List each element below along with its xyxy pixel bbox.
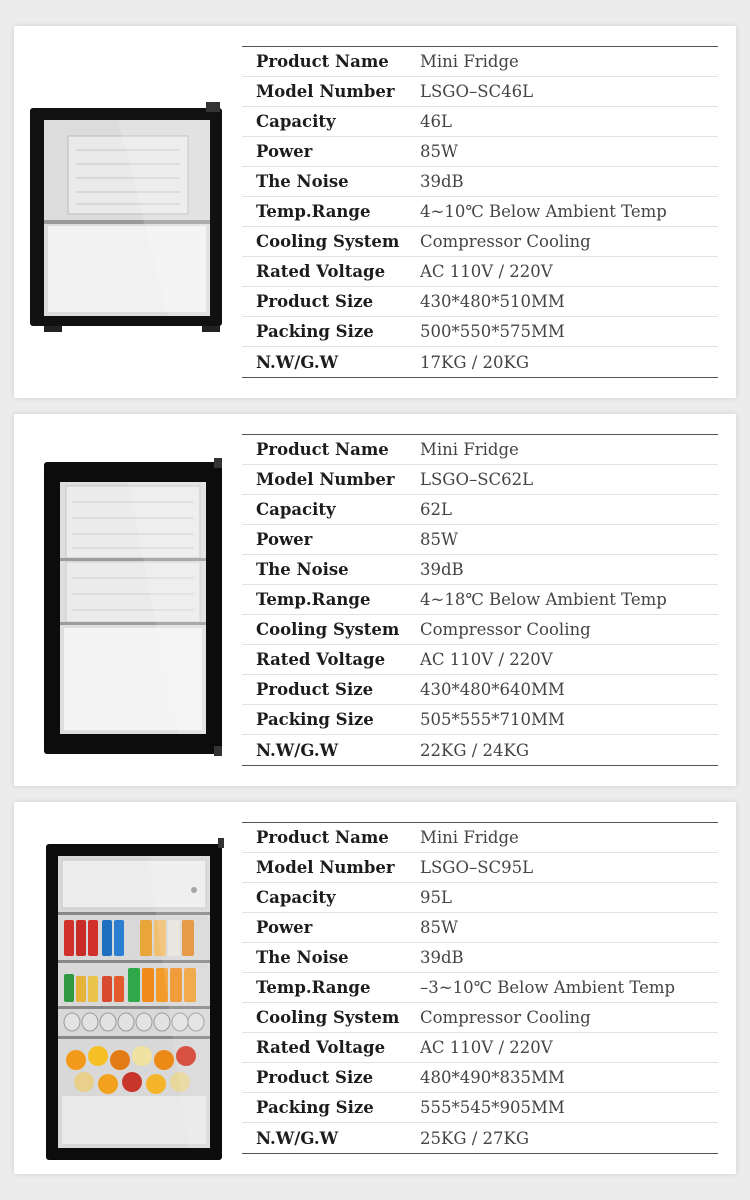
product-card-sc62l xyxy=(14,414,736,786)
spec-row-product-size xyxy=(242,287,718,317)
spec-label: Rated Voltage xyxy=(256,262,386,281)
spec-row-model-number xyxy=(242,853,718,883)
spec-label: The Noise xyxy=(256,560,349,579)
spec-row-product-size xyxy=(242,675,718,705)
spec-row-rated-voltage xyxy=(242,1033,718,1063)
spec-row-power xyxy=(242,913,718,943)
spec-table-sc95l xyxy=(242,822,718,1154)
spec-value: 85W xyxy=(420,142,458,161)
spec-label: Capacity xyxy=(256,888,336,907)
spec-row-cooling-system xyxy=(242,1003,718,1033)
spec-label: Product Name xyxy=(256,52,389,71)
spec-row-noise xyxy=(242,943,718,973)
spec-label: Temp.Range xyxy=(256,978,371,997)
spec-label: Cooling System xyxy=(256,620,400,639)
spec-row-weight xyxy=(242,1123,718,1153)
spec-value: LSGO–SC95L xyxy=(420,858,534,877)
spec-label: Product Size xyxy=(256,292,374,311)
spec-value: 555*545*905MM xyxy=(420,1098,565,1117)
spec-label: Cooling System xyxy=(256,232,400,251)
spec-label: Product Name xyxy=(256,828,389,847)
spec-label: Power xyxy=(256,918,313,937)
spec-value: LSGO–SC62L xyxy=(420,470,534,489)
spec-table-sc62l xyxy=(242,434,718,766)
spec-row-cooling-system xyxy=(242,615,718,645)
spec-row-rated-voltage xyxy=(242,257,718,287)
fridge-image-sc46l xyxy=(28,40,228,384)
spec-value: Mini Fridge xyxy=(420,52,519,71)
spec-row-model-number xyxy=(242,465,718,495)
spec-row-temp-range xyxy=(242,585,718,615)
spec-value: 39dB xyxy=(420,172,464,191)
spec-label: Packing Size xyxy=(256,1098,374,1117)
spec-label: The Noise xyxy=(256,172,349,191)
spec-value: 505*555*710MM xyxy=(420,710,565,729)
spec-label: Temp.Range xyxy=(256,202,371,221)
spec-row-packing-size xyxy=(242,705,718,735)
spec-value: AC 110V / 220V xyxy=(420,650,553,669)
spec-value: 39dB xyxy=(420,948,464,967)
spec-label: N.W/G.W xyxy=(256,352,339,372)
spec-row-packing-size xyxy=(242,1093,718,1123)
spec-value: Mini Fridge xyxy=(420,440,519,459)
spec-value: Mini Fridge xyxy=(420,828,519,847)
spec-row-product-name xyxy=(242,47,718,77)
spec-label: Capacity xyxy=(256,500,336,519)
spec-label: Power xyxy=(256,530,313,549)
spec-row-capacity xyxy=(242,883,718,913)
spec-value: 4~18℃ Below Ambient Temp xyxy=(420,590,667,609)
spec-row-temp-range xyxy=(242,197,718,227)
spec-value: 85W xyxy=(420,918,458,937)
spec-row-capacity xyxy=(242,495,718,525)
spec-label: Packing Size xyxy=(256,322,374,341)
spec-label: Model Number xyxy=(256,858,395,877)
product-card-sc95l xyxy=(14,802,736,1174)
spec-value: 39dB xyxy=(420,560,464,579)
spec-label: Temp.Range xyxy=(256,590,371,609)
spec-row-power xyxy=(242,525,718,555)
spec-label: N.W/G.W xyxy=(256,1128,339,1148)
spec-label: Product Size xyxy=(256,680,374,699)
spec-value: AC 110V / 220V xyxy=(420,262,553,281)
spec-row-capacity xyxy=(242,107,718,137)
spec-row-packing-size xyxy=(242,317,718,347)
spec-row-model-number xyxy=(242,77,718,107)
spec-label: Model Number xyxy=(256,470,395,489)
spec-value: 85W xyxy=(420,530,458,549)
spec-value: 4~10℃ Below Ambient Temp xyxy=(420,202,667,221)
spec-label: Cooling System xyxy=(256,1008,400,1027)
spec-value: 46L xyxy=(420,112,452,131)
spec-value: 500*550*575MM xyxy=(420,322,565,341)
spec-value: LSGO–SC46L xyxy=(420,82,534,101)
spec-row-weight xyxy=(242,347,718,377)
spec-label: Capacity xyxy=(256,112,336,131)
spec-row-noise xyxy=(242,555,718,585)
spec-row-product-size xyxy=(242,1063,718,1093)
spec-value: 22KG / 24KG xyxy=(420,740,530,760)
spec-value: 430*480*510MM xyxy=(420,292,565,311)
product-card-sc46l xyxy=(14,26,736,398)
spec-label: Power xyxy=(256,142,313,161)
spec-row-noise xyxy=(242,167,718,197)
spec-label: Model Number xyxy=(256,82,395,101)
spec-value: 430*480*640MM xyxy=(420,680,565,699)
spec-row-weight xyxy=(242,735,718,765)
spec-row-product-name xyxy=(242,823,718,853)
spec-row-power xyxy=(242,137,718,167)
spec-value: AC 110V / 220V xyxy=(420,1038,553,1057)
spec-value: 25KG / 27KG xyxy=(420,1128,530,1148)
spec-row-rated-voltage xyxy=(242,645,718,675)
fridge-image-sc62l xyxy=(28,428,228,772)
spec-label: N.W/G.W xyxy=(256,740,339,760)
spec-value: 480*490*835MM xyxy=(420,1068,565,1087)
spec-row-cooling-system xyxy=(242,227,718,257)
spec-value: Compressor Cooling xyxy=(420,1008,591,1027)
spec-value: 95L xyxy=(420,888,452,907)
spec-value: 62L xyxy=(420,500,452,519)
spec-label: Product Name xyxy=(256,440,389,459)
spec-value: –3~10℃ Below Ambient Temp xyxy=(420,978,676,997)
fridge-image-sc95l xyxy=(28,816,228,1160)
spec-value: Compressor Cooling xyxy=(420,620,591,639)
spec-value: Compressor Cooling xyxy=(420,232,591,251)
spec-label: Product Size xyxy=(256,1068,374,1087)
spec-row-product-name xyxy=(242,435,718,465)
spec-table-sc46l xyxy=(242,46,718,378)
spec-row-temp-range xyxy=(242,973,718,1003)
spec-label: The Noise xyxy=(256,948,349,967)
spec-label: Rated Voltage xyxy=(256,650,386,669)
spec-value: 17KG / 20KG xyxy=(420,352,530,372)
spec-label: Packing Size xyxy=(256,710,374,729)
spec-label: Rated Voltage xyxy=(256,1038,386,1057)
